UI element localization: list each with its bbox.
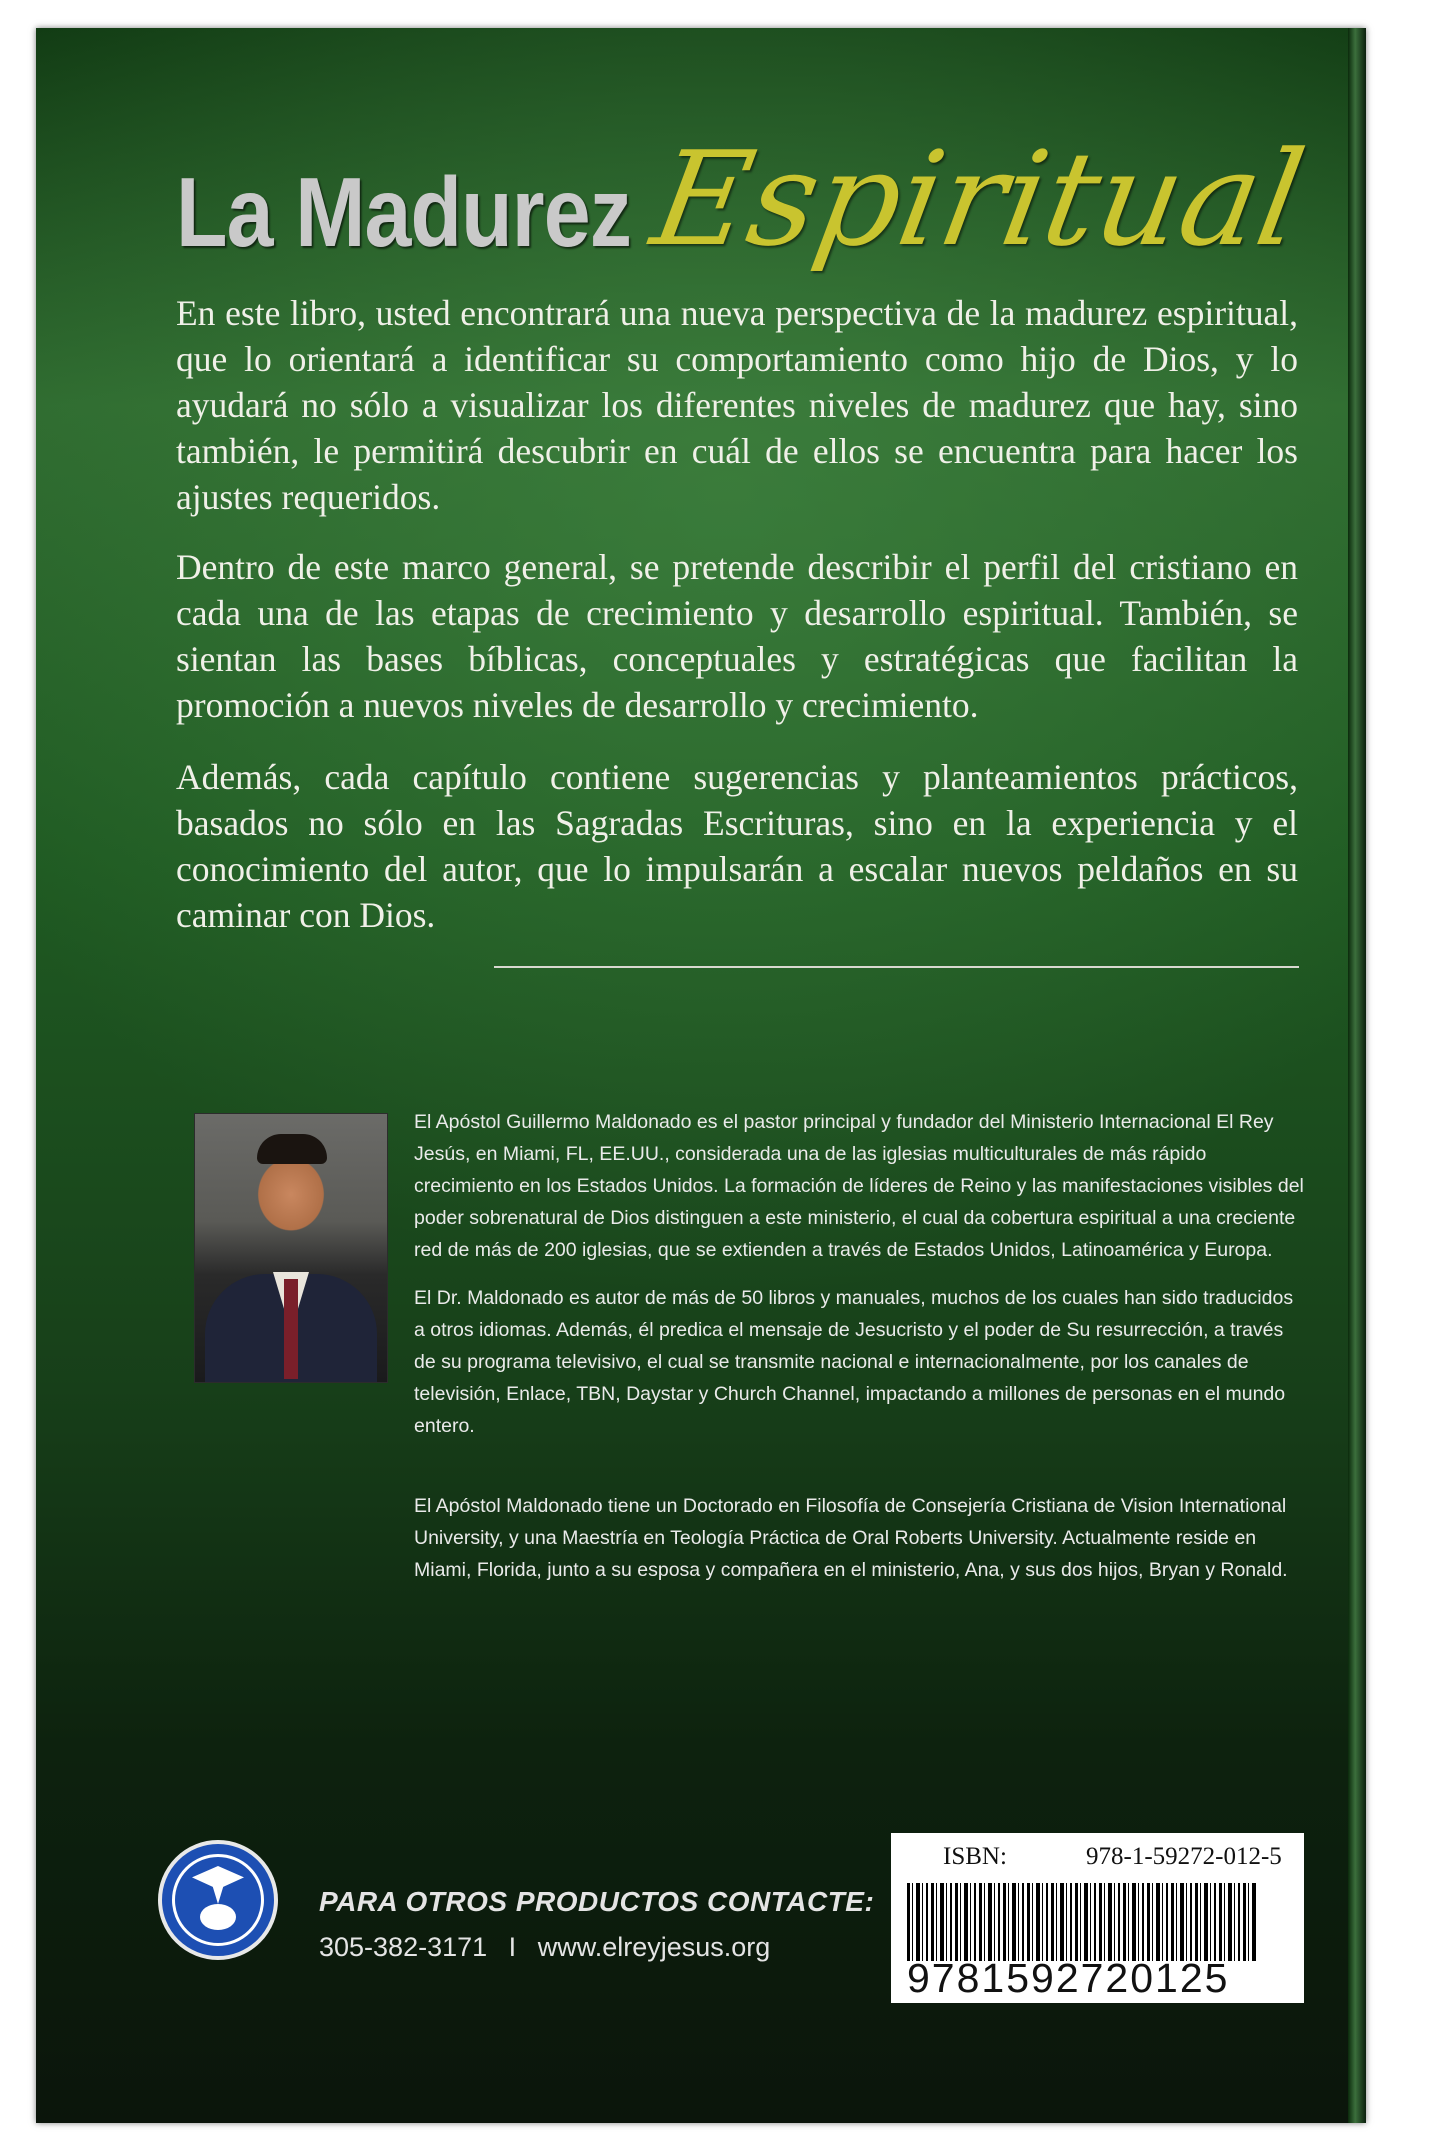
title-espiritual: Espiritual [642, 123, 1315, 275]
contact-website: www.elreyjesus.org [537, 1932, 771, 1962]
blurb-paragraph-1: En este libro, usted encontrará una nueva perspectiva de la madurez espiritual, que lo orientará a identificar su comportamiento como hijo de Dios, y lo ayudará no sólo a visualizar los diferentes niveles de madurez que hay, sino también, le permitirá descubrir en cuál de ellos se encuentra para hacer los ajustes requeridos. [176, 293, 1298, 517]
contact-separator: I [508, 1932, 517, 1962]
globe-icon [200, 1904, 236, 1930]
author-bio-paragraph-2: El Dr. Maldonado es autor de más de 50 libros y manuales, muchos de los cuales han sido traducidos a otros idiomas. Además, él predica el mensaje de Jesucristo y el poder de Su resurrección, a través de su programa televisivo, el cual se transmite nacional e internacionalmente, por los canales de televisión, Enlace, TBN, Daystar y Church Channel, impactando a millones de personas en el mundo entero. [414, 1287, 1294, 1437]
blurb-end-rule [494, 966, 1299, 968]
author-photo [194, 1113, 388, 1383]
blurb-paragraph-2: Dentro de este marco general, se pretende describir el perfil del cristiano en cada una de las etapas de crecimiento y desarrollo espiritual. También, se sientan las bases bíblicas, conceptuales y estratégicas que facilitan la promoción a nuevos niveles de desarrollo y crecimiento. [176, 547, 1298, 725]
blurb-paragraph-3: Además, cada capítulo contiene sugerencias y planteamientos prácticos, basados no sólo en las Sagradas Escrituras, sino en la experiencia y el conocimiento del autor, que lo impulsarán a escalar nuevos peldaños en su caminar con Dios. [176, 757, 1298, 935]
isbn-barcode-label [891, 1833, 1304, 2003]
barcode-icon [907, 1883, 1257, 1961]
contact-phone: 305-382-3171 [319, 1932, 488, 1962]
contact-heading: PARA OTROS PRODUCTOS CONTACTE: [319, 1886, 875, 1917]
contact-details [319, 1932, 770, 1963]
author-bio-paragraph-3: El Apóstol Maldonado tiene un Doctorado en Filosofía de Consejería Cristiana de Vision International University, y una Maestría en Teología Práctica de Oral Roberts University. Actualmente reside en Miami, Florida, junto a su esposa y compañera en el ministerio, Ana, y sus dos hijos, Bryan y Ronald. [414, 1495, 1288, 1581]
author-bio-paragraph-1: El Apóstol Guillermo Maldonado es el pastor principal y fundador del Ministerio Internacional El Rey Jesús, en Miami, FL, EE.UU., considerada una de las iglesias multiculturales de más rápido crecimiento en los Estados Unidos. La formación de líderes de Reino y las manifestaciones visibles del poder sobrenatural de Dios distinguen a este ministerio, el cual da cobertura espiritual a una creciente red de más de 200 iglesias, que se extienden a través de Estados Unidos, Latinoamérica y Europa. [414, 1111, 1304, 1261]
barcode-digits: 9781592720125 [907, 1955, 1230, 2001]
isbn-label: ISBN: [943, 1843, 1007, 1870]
book-spine-edge [1348, 28, 1366, 2123]
title-la-madurez: La Madurez [176, 157, 632, 267]
isbn-number: 978-1-59272-012-5 [1086, 1843, 1282, 1870]
book-back-cover [36, 28, 1366, 2123]
ministry-logo-icon [158, 1840, 278, 1960]
